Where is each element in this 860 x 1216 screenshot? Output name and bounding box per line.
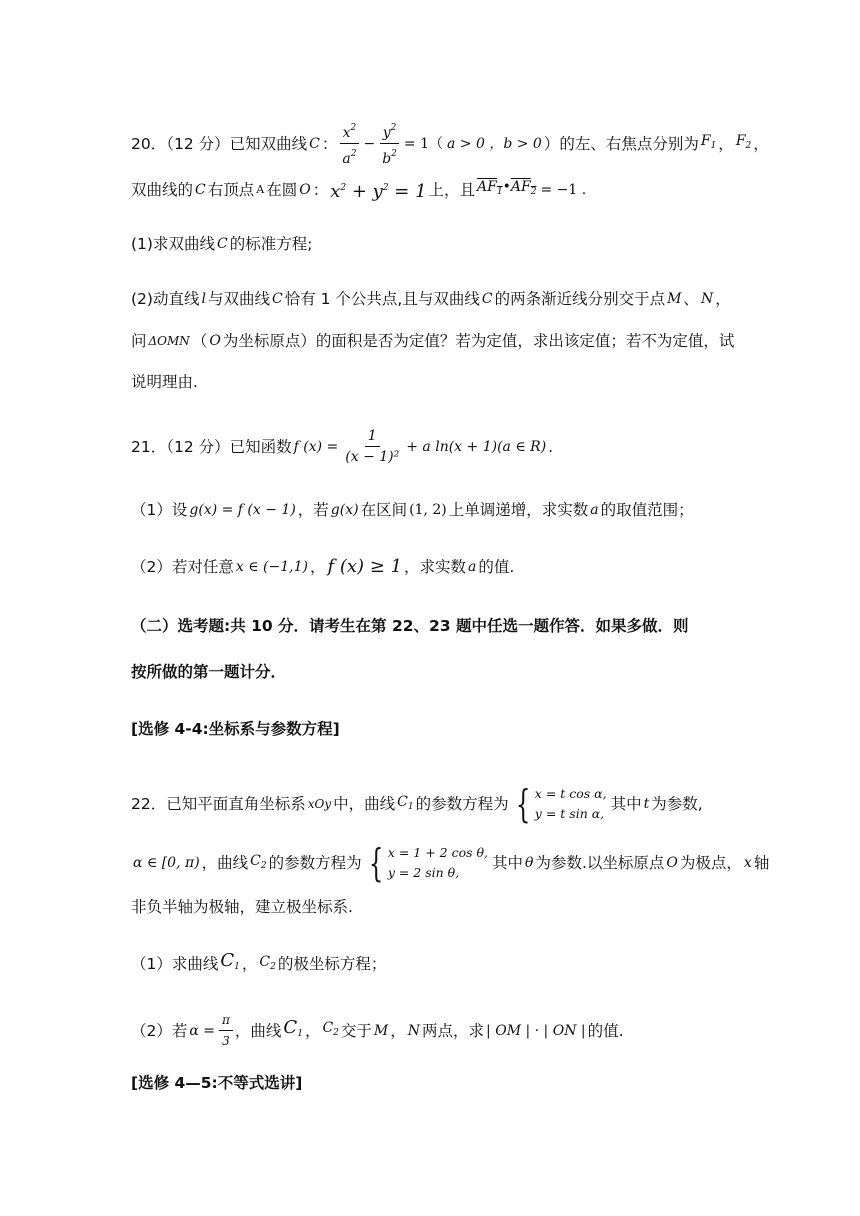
text: 按所做的第一题计分． xyxy=(131,663,287,681)
text: 轴 xyxy=(753,854,770,872)
curve-c: C xyxy=(271,291,283,307)
vector-product: $AF_1•AF_2$ xyxy=(477,179,537,197)
point-m: M xyxy=(667,291,682,307)
text: 其中 xyxy=(610,795,642,813)
text: 为参数.以坐标原点 xyxy=(535,854,665,872)
elective-45-heading xyxy=(131,1072,302,1094)
text: 的参数方程为 xyxy=(268,854,362,872)
gx: g(x) xyxy=(330,502,359,518)
text: 其中 xyxy=(492,854,524,872)
point-o: O xyxy=(666,855,678,871)
om-on-product: | OM | · | ON | xyxy=(486,1022,586,1039)
text: 的极坐标方程； xyxy=(277,955,387,973)
text: （ xyxy=(191,332,208,350)
text: 在圆 xyxy=(266,180,298,199)
point-n: N xyxy=(700,291,714,307)
section2-line1 xyxy=(131,615,689,637)
curve-c: C xyxy=(481,291,493,307)
text: 双曲线的 xyxy=(131,180,194,199)
c1-label: $C_1$ xyxy=(220,950,240,972)
interval: (1, 2) xyxy=(409,502,447,518)
text: ，求实数 xyxy=(404,558,467,576)
text: ，曲线 xyxy=(201,854,249,872)
c2-label: $C_2$ xyxy=(250,852,267,871)
colon: ： xyxy=(312,180,329,199)
q20-foci-text: ）的左、右焦点分别为 xyxy=(543,134,699,153)
text: 两点，求 xyxy=(422,1021,485,1040)
elective-44-heading xyxy=(131,718,340,740)
f1-label: $F_1$ xyxy=(700,133,717,151)
q21-part1 xyxy=(131,499,694,521)
text: 的值. xyxy=(478,558,515,576)
fx-rest: + a ln(x + 1)(a ∈ R) xyxy=(406,438,547,455)
q20-part2-line2 xyxy=(131,330,734,352)
point-a: A xyxy=(256,182,265,196)
text: 、 xyxy=(683,290,699,308)
text: 非负半轴为极轴，建立极坐标系. xyxy=(131,898,353,916)
text: [选修 4-4:坐标系与参数方程] xyxy=(131,720,340,738)
text: 为坐标原点）的面积是否为定值？若为定值，求出该定值；若不为定值，试 xyxy=(222,332,735,350)
text: 的值. xyxy=(587,1021,624,1040)
text: ， xyxy=(304,1021,321,1040)
gx-def: g(x) = f (x − 1) xyxy=(189,502,296,518)
var-t: t xyxy=(643,796,650,812)
point-o: O xyxy=(209,333,221,349)
text: . xyxy=(548,437,554,456)
text: 的标准方程; xyxy=(229,235,313,253)
point-m: M xyxy=(373,1022,389,1039)
q20-line1: 20．（12 分）已知双曲线 C ： $\frac{x^2}{a^2}$ − $\frac{y^2}{b^2}$ = 1（ a > 0 ，b > 0 ）的左、右焦点分别为 $F_1$ ， $F_2$ ， xyxy=(131,118,769,169)
q20-part2-line3 xyxy=(131,371,198,393)
fx-ineq: f (x) ≥ 1 xyxy=(327,556,403,577)
param-system-2: { x = 1 + 2 cos θ, y = 2 sin θ, xyxy=(368,841,489,885)
c2-label: $C_2$ xyxy=(259,953,276,972)
frac-x2-a2: $\frac{x^2}{a^2}$ xyxy=(339,118,359,169)
text: (1)求双曲线 xyxy=(131,235,215,253)
text: 21．（12 分）已知函数 xyxy=(131,437,292,456)
line-l: l xyxy=(201,291,206,307)
text: 为参数, xyxy=(651,795,703,813)
text: ， xyxy=(715,290,731,308)
xoy: xOy xyxy=(307,797,332,811)
q22-part2 xyxy=(131,1010,624,1051)
q20-intro: 20．（12 分）已知双曲线 xyxy=(131,134,308,153)
q20-part2-line1 xyxy=(131,288,731,310)
text: 22．已知平面直角坐标系 xyxy=(131,795,306,813)
dot-result: = −1 . xyxy=(540,181,587,198)
text: ， xyxy=(241,955,258,973)
alpha-range: α ∈ [0, π) xyxy=(133,855,200,871)
q20-part1 xyxy=(131,233,312,255)
text: (2)动直线 xyxy=(131,290,200,308)
text: ， xyxy=(390,1021,406,1040)
alpha-eq: α = xyxy=(189,1022,216,1039)
var-a: a xyxy=(590,502,599,518)
var-a: a xyxy=(468,559,477,575)
q20-line2 xyxy=(131,176,588,203)
text: （1）求曲线 xyxy=(131,955,219,973)
text: 的参数方程为 xyxy=(415,795,509,813)
text: 交于 xyxy=(340,1021,372,1040)
text: 上单调递增，求实数 xyxy=(448,501,589,519)
colon: ： xyxy=(321,134,338,153)
text: 在区间 xyxy=(360,501,408,519)
var-x: x xyxy=(743,855,752,871)
triangle-omn: ΔOMN xyxy=(148,334,190,348)
q21-line1 xyxy=(131,426,553,467)
condition: a > 0 ，b > 0 xyxy=(446,135,542,152)
q22-part1 xyxy=(131,950,386,978)
text: 的取值范围； xyxy=(600,501,694,519)
point-n: N xyxy=(407,1022,421,1039)
text: ， xyxy=(309,558,326,576)
text: 为极点， xyxy=(679,854,742,872)
text: 与双曲线 xyxy=(207,290,270,308)
fx: f (x) = xyxy=(293,438,339,455)
text: （二）选考题:共 10 分．请考生在第 22、23 题中任选一题作答．如果多做．则 xyxy=(131,617,689,635)
comma: ， xyxy=(718,134,734,153)
frac-y2-b2: $\frac{y^2}{b^2}$ xyxy=(379,118,400,169)
text: （2）若对任意 xyxy=(131,558,234,576)
comma: ， xyxy=(753,134,769,153)
c2-label: $C_2$ xyxy=(322,1020,339,1038)
frac-pi-3: $\frac{\pi}{3}$ xyxy=(219,1010,233,1051)
text: [选修 4—5:不等式选讲] xyxy=(131,1074,303,1092)
f2-label: $F_2$ xyxy=(735,133,752,151)
q21-part2 xyxy=(131,556,514,578)
param-system-1: { x = t cos α, y = t sin α, xyxy=(515,782,607,826)
section2-line2 xyxy=(131,661,286,683)
text: 中，曲线 xyxy=(333,795,396,813)
q22-line3 xyxy=(131,896,353,918)
text: 上，且 xyxy=(428,180,476,199)
c1-label: $C_1$ xyxy=(283,1016,303,1039)
c1-label: $C_1$ xyxy=(397,793,414,812)
text: 右顶点 xyxy=(207,180,255,199)
x-range: x ∈ (−1,1) xyxy=(235,559,308,575)
text: ，曲线 xyxy=(234,1021,282,1040)
curve-c: C xyxy=(309,135,320,152)
theta: θ xyxy=(525,855,534,871)
text: （1）设 xyxy=(131,501,188,519)
point-o: O xyxy=(299,181,311,198)
curve-c: C xyxy=(216,236,228,252)
text: 问 xyxy=(131,332,147,350)
eq-one: = 1（ xyxy=(403,135,443,152)
text: （2）若 xyxy=(131,1021,188,1040)
q22-line2 xyxy=(131,843,769,883)
frac-1: $\frac{1}{\text{(x − 1)²}}$ xyxy=(345,428,400,465)
text: ，若 xyxy=(297,501,329,519)
text: 恰有 1 个公共点,且与双曲线 xyxy=(284,290,480,308)
text: 的两条渐近线分别交于点 xyxy=(494,290,666,308)
circle-equation: $x^2 + y^2 = 1$ xyxy=(330,180,427,202)
text: 说明理由. xyxy=(131,373,198,391)
curve-c: C xyxy=(195,181,206,198)
q22-line1 xyxy=(131,784,703,824)
